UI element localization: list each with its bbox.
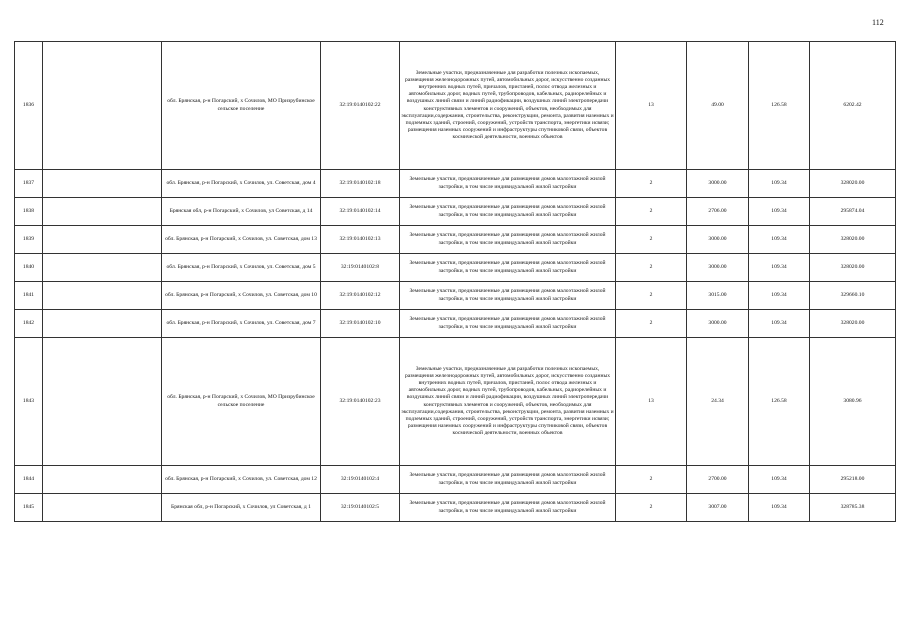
area-cell: 3000.00 (687, 310, 749, 338)
table-row (15, 226, 896, 254)
cadastral-number-cell: 32:19:0140102:5 (321, 494, 400, 522)
cadastral-number-cell: 32:19:0140102:18 (321, 170, 400, 198)
row-number: 1841 (15, 282, 43, 310)
empty-cell (43, 310, 162, 338)
cadastral-number-cell: 32:19:0140102:10 (321, 310, 400, 338)
table-row (15, 254, 896, 282)
empty-cell (43, 170, 162, 198)
rate-cell: 109.34 (749, 198, 810, 226)
cadastral-value-cell: 6202.42 (810, 42, 896, 170)
permitted-use-cell: Земельные участки, предназначенные для размещения домов малоэтажной жилой застройки, в том числе индивидуальной жилой застройки (400, 494, 616, 522)
area-cell: 3000.00 (687, 254, 749, 282)
cadastral-number-cell: 32:19:0140102:12 (321, 282, 400, 310)
address-cell: обл. Брянская, р-н Погарский, х Сочилов, ул. Советская, дом 13 (162, 226, 321, 254)
category-code-cell: 2 (616, 254, 687, 282)
table-row (15, 310, 896, 338)
permitted-use-cell: Земельные участки, предназначенные для размещения домов малоэтажной жилой застройки, в том числе индивидуальной жилой застройки (400, 254, 616, 282)
empty-cell (43, 42, 162, 170)
cadastral-value-cell: 328020.00 (810, 226, 896, 254)
rate-cell: 109.34 (749, 466, 810, 494)
cadastral-number-cell: 32:19:0140102:4 (321, 466, 400, 494)
table-row (15, 170, 896, 198)
permitted-use-cell: Земельные участки, предназначенные для разработки полезных ископаемых, размещения железнодорожных путей, автомобильных дорог, искусственно созданных внутренних водных путей, причалов, пристаней, полос отвода железных и автомобильных дорог, водных путей, трубопроводов, кабельных, радиорелейных и воздушных линий связи и линий радиофикации, воздушных линий электропередачи конструктивных элементов и сооружений, объектов, необходимых для эксплуатации,содержания, строительства, реконструкции, ремонта, развития наземных и подземных зданий, строений, сооружений, устройств транспорта, энергетики исвязи; размещения наземных сооружений и инфраструктуры спутниковой связи, объектов космической деятельности, военных объектов (400, 42, 616, 170)
cadastral-value-cell: 328785.38 (810, 494, 896, 522)
table-row (15, 42, 896, 170)
empty-cell (43, 282, 162, 310)
table-row (15, 338, 896, 466)
cadastral-value-cell: 3080.96 (810, 338, 896, 466)
cadastral-value-cell: 295218.00 (810, 466, 896, 494)
permitted-use-cell: Земельные участки, предназначенные для размещения домов малоэтажной жилой застройки, в том числе индивидуальной жилой застройки (400, 466, 616, 494)
cadastral-number-cell: 32:19:0140102:13 (321, 226, 400, 254)
row-number: 1840 (15, 254, 43, 282)
permitted-use-cell: Земельные участки, предназначенные для разработки полезных ископаемых, размещения железнодорожных путей, автомобильных дорог, искусственно созданных внутренних водных путей, причалов, пристаней, полос отвода железных и автомобильных дорог, водных путей, трубопроводов, кабельных, радиорелейных и воздушных линий связи и линий радиофикации, воздушных линий электропередачи конструктивных элементов и сооружений, объектов, необходимых для эксплуатации,содержания, строительства, реконструкции, ремонта, развития наземных и подземных зданий, строений, сооружений, устройств транспорта, энергетики исвязи; размещения наземных сооружений и инфраструктуры спутниковой связи, объектов космической деятельности, военных объектов (400, 338, 616, 466)
cadastral-number-cell: 32:19:0140102:23 (321, 338, 400, 466)
cadastral-number-cell: 32:19:0140102:14 (321, 198, 400, 226)
table-row (15, 466, 896, 494)
table-row (15, 198, 896, 226)
address-cell: Брянская обл, р-н Погарский, х Сочилов, ул Советская, д 1 (162, 494, 321, 522)
address-cell: обл. Брянская, р-н Погарский, х Сочилов, ул. Советская, дом 12 (162, 466, 321, 494)
permitted-use-cell: Земельные участки, предназначенные для размещения домов малоэтажной жилой застройки, в том числе индивидуальной жилой застройки (400, 282, 616, 310)
cadastral-number-cell: 32:19:0140102:22 (321, 42, 400, 170)
rate-cell: 109.34 (749, 254, 810, 282)
area-cell: 3015.00 (687, 282, 749, 310)
area-cell: 24.34 (687, 338, 749, 466)
cadastral-value-cell: 328020.00 (810, 170, 896, 198)
page-number: 112 (872, 18, 884, 27)
area-cell: 2706.00 (687, 198, 749, 226)
address-cell: обл. Брянская, р-н Погарский, х Сочилов, МО Призрубинское сельское поселение (162, 338, 321, 466)
row-number: 1844 (15, 466, 43, 494)
address-cell: обл. Брянская, р-н Погарский, х Сочилов, ул. Советская, дом 10 (162, 282, 321, 310)
permitted-use-cell: Земельные участки, предназначенные для размещения домов малоэтажной жилой застройки, в том числе индивидуальной жилой застройки (400, 198, 616, 226)
permitted-use-cell: Земельные участки, предназначенные для размещения домов малоэтажной жилой застройки, в том числе индивидуальной жилой застройки (400, 226, 616, 254)
empty-cell (43, 198, 162, 226)
permitted-use-cell: Земельные участки, предназначенные для размещения домов малоэтажной жилой застройки, в том числе индивидуальной жилой застройки (400, 170, 616, 198)
category-code-cell: 2 (616, 282, 687, 310)
category-code-cell: 2 (616, 310, 687, 338)
area-cell: 3000.00 (687, 170, 749, 198)
cadastral-number-cell: 32:19:0140102:8 (321, 254, 400, 282)
row-number: 1839 (15, 226, 43, 254)
row-number: 1842 (15, 310, 43, 338)
cadastral-value-cell: 328020.00 (810, 310, 896, 338)
rate-cell: 109.34 (749, 226, 810, 254)
address-cell: Брянская обл, р-н Погарский, х Сочилов, ул Советская, д 14 (162, 198, 321, 226)
category-code-cell: 2 (616, 226, 687, 254)
category-code-cell: 13 (616, 338, 687, 466)
cadastral-value-cell: 295874.04 (810, 198, 896, 226)
address-cell: обл. Брянская, р-н Погарский, х Сочилов, ул. Советская, дом 4 (162, 170, 321, 198)
row-number: 1837 (15, 170, 43, 198)
row-number: 1843 (15, 338, 43, 466)
category-code-cell: 2 (616, 466, 687, 494)
empty-cell (43, 254, 162, 282)
table-row (15, 282, 896, 310)
rate-cell: 109.34 (749, 170, 810, 198)
address-cell: обл. Брянская, р-н Погарский, х Сочилов, ул. Советская, дом 7 (162, 310, 321, 338)
area-cell: 49.00 (687, 42, 749, 170)
empty-cell (43, 338, 162, 466)
row-number: 1838 (15, 198, 43, 226)
address-cell: обл. Брянская, р-н Погарский, х Сочилов, МО Призрубинское сельское поселение (162, 42, 321, 170)
table-row (15, 494, 896, 522)
category-code-cell: 2 (616, 170, 687, 198)
permitted-use-cell: Земельные участки, предназначенные для размещения домов малоэтажной жилой застройки, в том числе индивидуальной жилой застройки (400, 310, 616, 338)
empty-cell (43, 494, 162, 522)
category-code-cell: 2 (616, 494, 687, 522)
rate-cell: 126.58 (749, 42, 810, 170)
area-cell: 3007.00 (687, 494, 749, 522)
area-cell: 3000.00 (687, 226, 749, 254)
cadastral-value-cell: 329660.10 (810, 282, 896, 310)
area-cell: 2700.00 (687, 466, 749, 494)
rate-cell: 126.58 (749, 338, 810, 466)
category-code-cell: 2 (616, 198, 687, 226)
row-number: 1845 (15, 494, 43, 522)
category-code-cell: 13 (616, 42, 687, 170)
rate-cell: 109.34 (749, 310, 810, 338)
row-number: 1836 (15, 42, 43, 170)
empty-cell (43, 466, 162, 494)
rate-cell: 109.34 (749, 282, 810, 310)
land-register-table (14, 41, 896, 522)
empty-cell (43, 226, 162, 254)
rate-cell: 109.34 (749, 494, 810, 522)
cadastral-value-cell: 328020.00 (810, 254, 896, 282)
address-cell: обл. Брянская, р-н Погарский, х Сочилов, ул. Советская, дом 5 (162, 254, 321, 282)
